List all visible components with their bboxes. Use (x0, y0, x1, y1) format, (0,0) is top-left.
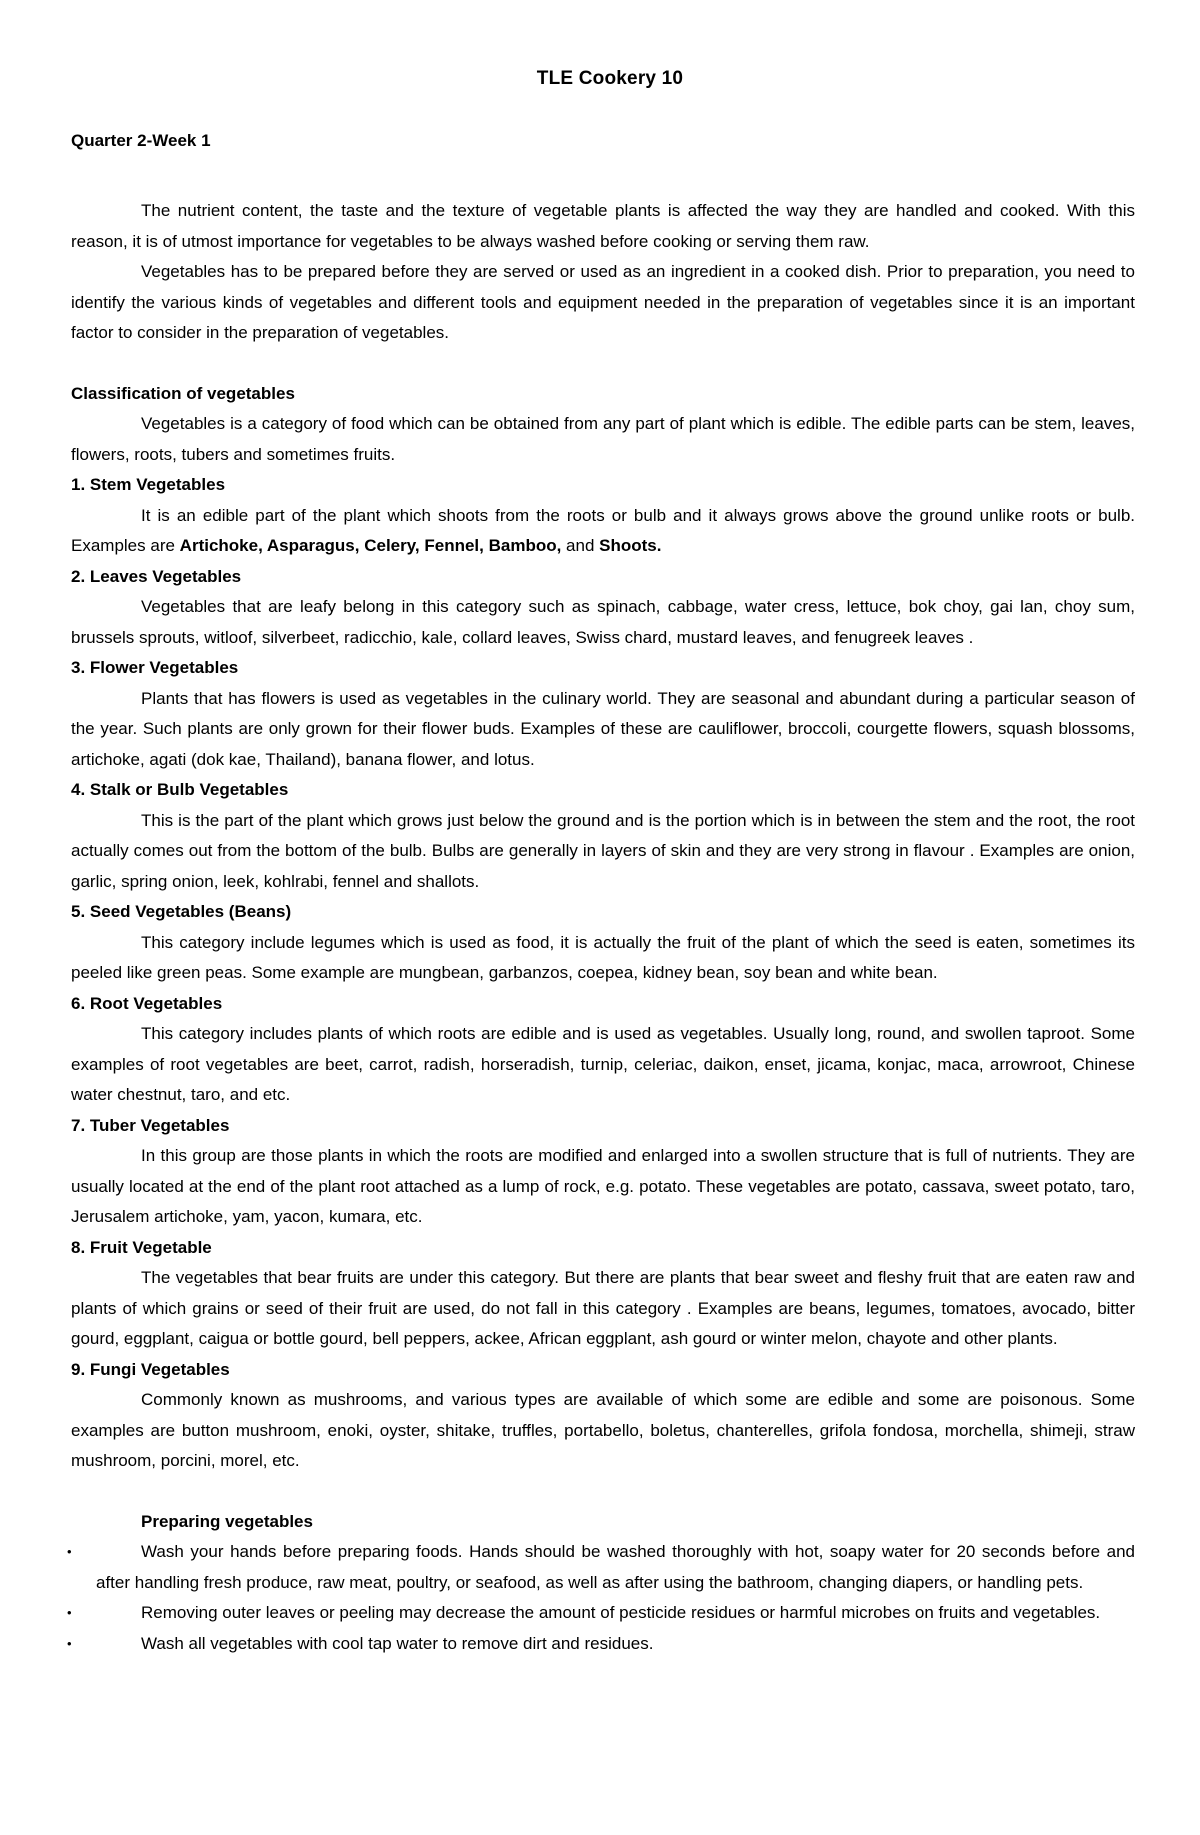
section-spacer (71, 1477, 1135, 1507)
bullet-icon: • (67, 1544, 72, 1559)
category-text-fruit: The vegetables that bear fruits are under this category. But there are plants that bear sweet and fleshy fruit that are eaten raw and plants of which grains or seed of their fruit are used, do not fall in this category . Examples are beans, legumes, tomatoes, avocado, bitter gourd, eggplant, caigua or bottle gourd, bell peppers, ackee, African eggplant, ash gourd or winter melon, chayote and other plants. (71, 1268, 1135, 1348)
preparing-list (67, 1537, 1135, 1659)
list-item (67, 1598, 1135, 1629)
intro-paragraph-1: The nutrient content, the taste and the texture of vegetable plants is affected the way they are handled and cooked. With this reason, it is of utmost importance for vegetables to be always washed before cooking or serving them raw. (71, 201, 1135, 251)
list-item-text: Wash your hands before preparing foods. Hands should be washed thoroughly with hot, soapy water for 20 seconds before and after handling fresh produce, raw meat, poultry, or seafood, as well as after using the bathroom, changing diapers, or handling pets. (96, 1542, 1135, 1592)
preparing-heading: Preparing vegetables (141, 1511, 313, 1531)
category-heading-stem: 1. Stem Vegetables (71, 475, 226, 494)
category-text-root: This category includes plants of which roots are edible and is used as vegetables. Usually long, round, and swollen taproot. Some examples of root vegetables are beet, carrot, radish, horseradish, turnip, celeriac, daikon, enset, jicama, konjac, maca, arrowroot, Chinese water chestnut, taro, and etc. (71, 1024, 1135, 1104)
section-spacer (71, 349, 1135, 379)
category-heading-fungi: 9. Fungi Vegetables (71, 1359, 230, 1379)
intro-paragraph-2: Vegetables has to be prepared before they are served or used as an ingredient in a cooked dish. Prior to preparation, you need to identify the various kinds of vegetables and different tools and equipment needed in the preparation of vegetables since it is an important factor to consider in the preparation of vegetables. (71, 262, 1135, 342)
list-item (67, 1537, 1135, 1598)
category-text-seed: This category include legumes which is used as food, it is actually the fruit of the plant of which the seed is eaten, sometimes its peeled like green peas. Some example are mungbean, garbanzos, coepea, kidney bean, soy bean and white bean. (71, 932, 1135, 982)
category-text-leaves: Vegetables that are leafy belong in this category such as spinach, cabbage, water cress, lettuce, bok choy, gai lan, choy sum, brussels sprouts, witloof, silverbeet, radicchio, kale, collard leaves, Swiss chard, mustard leaves, and fenugreek leaves . (71, 597, 1135, 647)
stem-text: It is an edible part of the plant which shoots from the roots or bulb and it always grows above the ground unlike roots or bulb. Examples are (71, 505, 1135, 555)
category-heading-seed: 5. Seed Vegetables (Beans) (71, 902, 292, 921)
classification-intro: Vegetables is a category of food which can be obtained from any part of plant which is edible. The edible parts can be stem, leaves, flowers, roots, tubers and sometimes fruits. (71, 414, 1135, 464)
document-title: TLE Cookery 10 (536, 68, 684, 89)
list-item (67, 1629, 1135, 1660)
category-heading-flower: 3. Flower Vegetables (71, 658, 239, 677)
stem-and: and (561, 536, 600, 555)
category-text-flower: Plants that has flowers is used as vegetables in the culinary world. They are seasonal and abundant during a particular season of the year. Such plants are only grown for their flower buds. Examples of these are cauliflower, broccoli, courgette flowers, squash blossoms, artichoke, agati (dok kae, Thailand), banana flower, and lotus. (71, 688, 1135, 769)
bullet-icon: • (67, 1635, 72, 1651)
category-text-stalk-bulb: This is the part of the plant which grows just below the ground and is the portion which is in between the stem and the root, the root actually comes out from the bottom of the bulb. Bulbs are generally in layers of skin and they are very strong in flavour . Examples are onion, garlic, spring onion, leek, kohlrabi, fennel and shallots. (71, 810, 1135, 891)
category-heading-stalk-bulb: 4. Stalk or Bulb Vegetables (71, 780, 289, 799)
category-text-fungi: Commonly known as mushrooms, and various types are available of which some are edible and some are poisonous. Some examples are button mushroom, enoki, oyster, shitake, truffles, portabello, boletus, chanterelles, grifola fondosa, morchella, shimeji, straw mushroom, porcini, morel, etc. (71, 1390, 1135, 1470)
list-item-text: Removing outer leaves or peeling may decrease the amount of pesticide residues or harmful microbes on fruits and vegetables. (141, 1603, 1101, 1622)
category-heading-root: 6. Root Vegetables (71, 993, 223, 1013)
stem-examples-bold: Artichoke, Asparagus, Celery, Fennel, Bamboo, (179, 536, 562, 555)
quarter-label: Quarter 2-Week 1 (71, 131, 211, 150)
category-heading-leaves: 2. Leaves Vegetables (71, 566, 242, 586)
category-heading-tuber: 7. Tuber Vegetables (71, 1115, 230, 1135)
category-text-tuber: In this group are those plants in which the roots are modified and enlarged into a swollen structure that is full of nutrients. They are usually located at the end of the plant root attached as a lump of rock, e.g. potato. These vegetables are potato, cassava, sweet potato, taro, Jerusalem artichoke, yam, yacon, kumara, etc. (71, 1146, 1135, 1226)
category-heading-fruit: 8. Fruit Vegetable (71, 1237, 212, 1257)
category-text-stem (71, 501, 1135, 562)
classification-heading: Classification of vegetables (71, 383, 295, 403)
list-item-text: Wash all vegetables with cool tap water to remove dirt and residues. (141, 1633, 654, 1653)
bullet-icon: • (67, 1605, 72, 1620)
stem-examples-bold-last: Shoots. (599, 536, 662, 555)
